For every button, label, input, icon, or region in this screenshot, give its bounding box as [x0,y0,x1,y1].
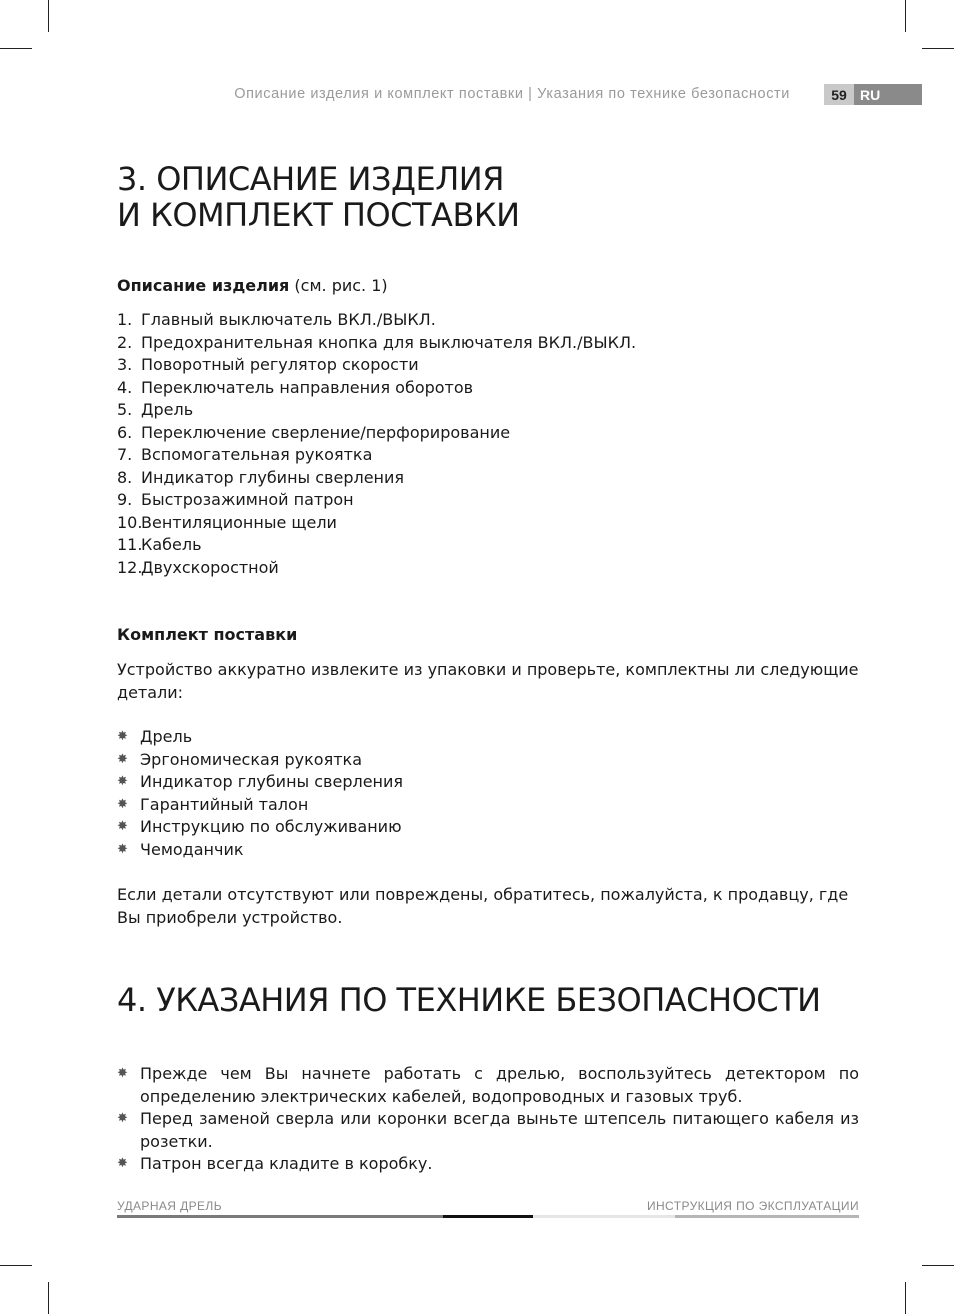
crop-mark-bottom-left [0,1265,32,1266]
gear-bullet-icon: ✸ [117,1156,128,1171]
language-code: RU [860,86,881,103]
parts-list-number: 6. [117,422,133,442]
bullet-list-text: Прежде чем Вы начнете работать с дрелью, воспользуйтесь детектором по определению электрических кабелей, водопроводных и газовых труб. [140,1064,859,1106]
crop-mark-bottom-right [922,1265,954,1266]
bullet-list-text: Гарантийный талон [140,794,309,814]
bullet-list-item [117,816,859,839]
bullet-list-text: Чемоданчик [140,839,244,859]
parts-list-label: Дрель [141,400,194,419]
parts-list-item [117,534,636,557]
parts-list-item [117,467,636,490]
running-header: Описание изделия и комплект поставки | Указания по технике безопасности [234,86,790,102]
bullet-list-item [117,839,859,862]
description-heading-bold: Описание изделия [117,276,290,295]
crop-mark-bottom-left [48,1282,49,1314]
section-3-title-line-1: 3. ОПИСАНИЕ ИЗДЕЛИЯ [117,160,504,198]
parts-list-item [117,354,636,377]
parts-list-label: Быстрозажимной патрон [141,490,354,509]
bullet-list-item [117,1108,859,1153]
kit-list [117,726,859,861]
section-3-title [117,161,520,233]
footer-product-name: УДАРНАЯ ДРЕЛЬ [117,1199,222,1213]
safety-list [117,1063,859,1176]
parts-list-item [117,399,636,422]
page-badge [824,84,922,105]
gear-bullet-icon: ✸ [117,796,128,812]
bullet-list-item [117,1063,859,1108]
gear-bullet-icon: ✸ [117,1066,128,1081]
parts-list-number: 11. [117,535,143,554]
parts-list-label: Поворотный регулятор скорости [141,355,419,374]
kit-intro: Устройство аккуратно извлеките из упаковки и проверьте, комплектны ли следующие детали: [117,660,859,702]
kit-heading-text: Комплект поставки [117,625,298,644]
gear-bullet-icon: ✸ [117,1111,128,1126]
parts-list-label: Кабель [141,535,202,554]
parts-list-number: 12. [117,557,143,577]
gear-bullet-icon: ✸ [117,774,128,789]
parts-list-label: Индикатор глубины сверления [141,467,405,487]
parts-list-label: Переключение сверление/перфорирование [141,422,511,442]
parts-list-number: 2. [117,332,133,352]
kit-heading [117,624,297,646]
gear-bullet-icon: ✸ [117,841,128,857]
footer-bar-segment-2 [443,1215,533,1218]
bullet-list-item [117,771,859,794]
bullet-list-item [117,726,859,749]
parts-list-number: 4. [117,377,133,397]
crop-mark-top-left [0,48,32,49]
gear-bullet-icon: ✸ [117,729,128,744]
crop-mark-top-left [48,0,49,32]
bullet-list-text: Инструкцию по обслуживанию [140,817,402,836]
footer-bar-segment-1 [117,1215,443,1218]
parts-list-item [117,444,636,467]
crop-mark-bottom-right [905,1282,906,1314]
parts-list-item [117,309,636,332]
parts-list-number: 7. [117,445,133,464]
footer-doc-type: ИНСТРУКЦИЯ ПО ЭКСПЛУАТАЦИИ [646,1199,859,1213]
page-number: 59 [824,84,854,105]
parts-list-label: Переключатель направления оборотов [141,377,474,397]
parts-list-label: Двухскоростной [141,557,279,577]
kit-note: Если детали отсутствуют или повреждены, обратитесь, пожалуйста, к продавцу, где Вы приобрели устройство. [117,885,849,927]
parts-list-number: 1. [117,310,133,329]
parts-list-item [117,332,636,355]
bullet-list-text: Дрель [140,727,193,746]
crop-mark-top-right [922,48,954,49]
parts-list-number: 9. [117,490,133,509]
section-4-title [117,982,821,1018]
bullet-list-text: Индикатор глубины сверления [140,772,404,791]
gear-bullet-icon: ✸ [117,819,128,834]
parts-list-item [117,377,636,400]
bullet-list-text: Патрон всегда кладите в коробку. [140,1154,433,1173]
footer-bar-segment-4 [675,1215,859,1218]
bullet-list-text: Перед заменой сверла или коронки всегда выньте штепсель питающего кабеля из розетки. [140,1109,859,1151]
crop-mark-top-right [905,0,906,32]
bullet-list-item [117,794,859,817]
gear-bullet-icon: ✸ [117,751,128,767]
description-heading-ref: (см. рис. 1) [289,276,388,295]
bullet-list-text: Эргономическая рукоятка [140,749,363,769]
parts-list [117,309,636,579]
parts-list-label: Главный выключатель ВКЛ./ВЫКЛ. [141,310,436,329]
bullet-list-item [117,1153,859,1176]
parts-list-number: 8. [117,467,133,487]
footer-bar-segment-3 [533,1215,675,1218]
parts-list-label: Вспомогательная рукоятка [141,445,373,464]
section-3-title-line-2: И КОМПЛЕКТ ПОСТАВКИ [117,196,520,234]
parts-list-item [117,512,636,535]
parts-list-label: Предохранительная кнопка для выключателя ВКЛ./ВЫКЛ. [141,332,637,352]
parts-list-label: Вентиляционные щели [141,512,337,532]
parts-list-number: 10. [117,512,143,532]
section-4-title-text: 4. УКАЗАНИЯ ПО ТЕХНИКЕ БЕЗОПАСНОСТИ [117,981,821,1019]
parts-list-item [117,557,636,580]
description-heading [117,275,388,297]
parts-list-item [117,422,636,445]
bullet-list-item [117,749,859,772]
parts-list-number: 5. [117,400,133,419]
parts-list-item [117,489,636,512]
parts-list-number: 3. [117,355,133,374]
